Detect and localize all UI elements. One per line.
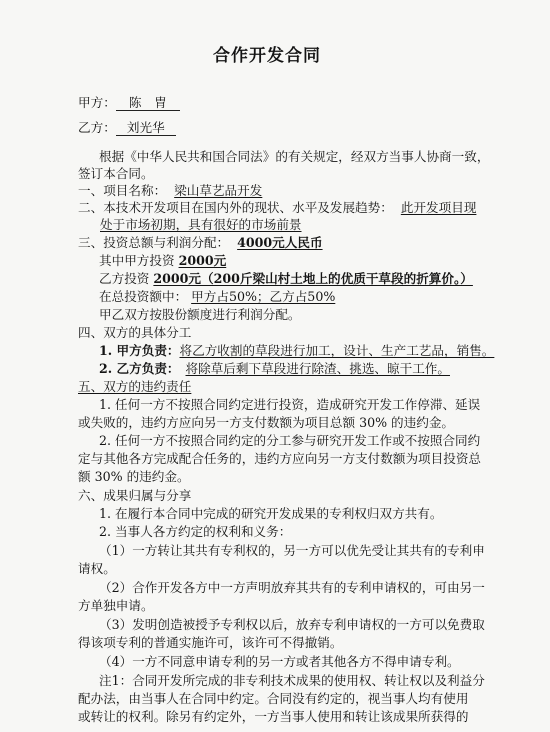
- section-5-item-1-line-2: 或失败的，违约方应向另一方支付数额为项目总额 30% 的违约金。: [78, 415, 455, 430]
- party-a-investment-value: 2000元: [178, 253, 227, 268]
- party-b-investment-value: 2000元（200斤梁山村土地上的优质干草段的折算价。）: [153, 271, 473, 286]
- clause-3-line-1: （3）发明创造被授予专利权以后，放弃专利申请权的一方可以免费取: [99, 617, 485, 632]
- section-2-value-1: 此开发项目现: [400, 200, 477, 215]
- party-a-row: [78, 95, 180, 111]
- project-name: 梁山草艺品开发: [174, 183, 263, 198]
- intro-line-1: 根据《中华人民共和国合同法》的有关规定，经双方当事人协商一致，: [99, 149, 490, 164]
- clause-1-line-1: （1）一方转让其共有专利权的，另一方可以优先受让其共有的专利申: [99, 543, 485, 558]
- investment-total: 4000元人民币: [237, 235, 323, 250]
- intro-line-2: 签订本合同。: [78, 166, 154, 181]
- section-6-heading: 六、成果归属与分享: [78, 488, 192, 503]
- section-6-item-2: 2. 当事人各方约定的权利和义务：: [99, 524, 292, 539]
- profit-distribution: 甲乙双方按股份额度进行利润分配。: [99, 307, 301, 322]
- section-5-item-2-line-3: 额 30% 的违约金。: [78, 469, 190, 484]
- party-b-name: 刘光华: [116, 121, 176, 136]
- clause-2-line-2: 方单独申请。: [78, 598, 154, 613]
- section-6-item-1: 1. 在履行本合同中完成的研究开发成果的专利权归双方共有。: [99, 506, 443, 521]
- section-4-heading: 四、双方的具体分工: [78, 325, 192, 340]
- party-b-investment-label: 乙方投资: [99, 271, 150, 286]
- note-line-1: 注1：合同开发所完成的非专利技术成果的使用权、转让权以及利益分: [99, 673, 485, 688]
- section-5-item-2-line-2: 定与其他各方完成配合任务的，违约方应向另一方支付数额为项目投资总: [78, 451, 481, 466]
- document-title: 合作开发合同: [213, 46, 321, 66]
- section-5-item-2-line-1: 2. 任何一方不按照合同约定的分工参与研究开发工作或不按照合同约: [99, 433, 481, 448]
- section-4-item-1: [99, 343, 494, 359]
- section-3-label: 三、投资总额与利润分配：: [78, 235, 230, 250]
- clause-2-line-1: （2）合作开发各方中一方声明放弃其共有的专利申请权的，可由另一: [99, 580, 485, 595]
- section-4-item-2: [99, 361, 450, 377]
- note-line-2: 配办法，由当事人在合同中约定。合同没有约定的，视当事人均有使用: [78, 691, 469, 706]
- party-a-duty: 将乙方收割的草段进行加工，设计、生产工艺品，销售。: [179, 343, 495, 358]
- party-a-investment: [99, 253, 226, 269]
- party-a-investment-label: 其中甲方投资: [99, 253, 175, 268]
- section-4-item-2-prefix: 2. 乙方负责：: [99, 361, 180, 376]
- investment-share: [99, 289, 335, 305]
- party-b-row: [78, 120, 176, 136]
- party-a-name: 陈 胄: [116, 96, 180, 111]
- party-b-duty: 将除草后剩下草段进行除渣、挑选、晾干工作。: [185, 361, 450, 376]
- section-3: [78, 235, 323, 251]
- clause-4: （4）一方不同意申请专利的另一方或者其他各方不得申请专利。: [99, 654, 460, 669]
- party-a-label: 甲方：: [78, 95, 116, 110]
- section-5-heading: 五、双方的违约责任: [78, 379, 192, 394]
- clause-1-line-2: 请权。: [78, 561, 116, 576]
- investment-share-value: 甲方占50%；乙方占50%: [191, 289, 336, 304]
- investment-share-label: 在总投资额中：: [99, 289, 188, 304]
- note-line-3: 或转让的权利。除另有约定外，一方当事人使用和转让该成果所获得的: [78, 709, 469, 724]
- party-b-investment: [99, 271, 473, 287]
- party-b-label: 乙方：: [78, 120, 116, 135]
- section-2: [78, 200, 476, 216]
- section-4-item-1-prefix: 1. 甲方负责：: [99, 343, 180, 358]
- section-2-label: 二、本技术开发项目在国内外的现状、水平及发展趋势：: [78, 200, 393, 215]
- section-1-label: 一、项目名称：: [78, 183, 167, 198]
- section-1: [78, 183, 262, 199]
- section-2-value-2: 处于市场初期，具有很好的市场前景: [100, 217, 302, 232]
- clause-3-line-2: 得该项专利的普通实施许可，该许可不得撤销。: [78, 635, 343, 650]
- section-5-item-1-line-1: 1. 任何一方不按照合同约定进行投资，造成研究开发工作停滞、延误: [99, 397, 481, 412]
